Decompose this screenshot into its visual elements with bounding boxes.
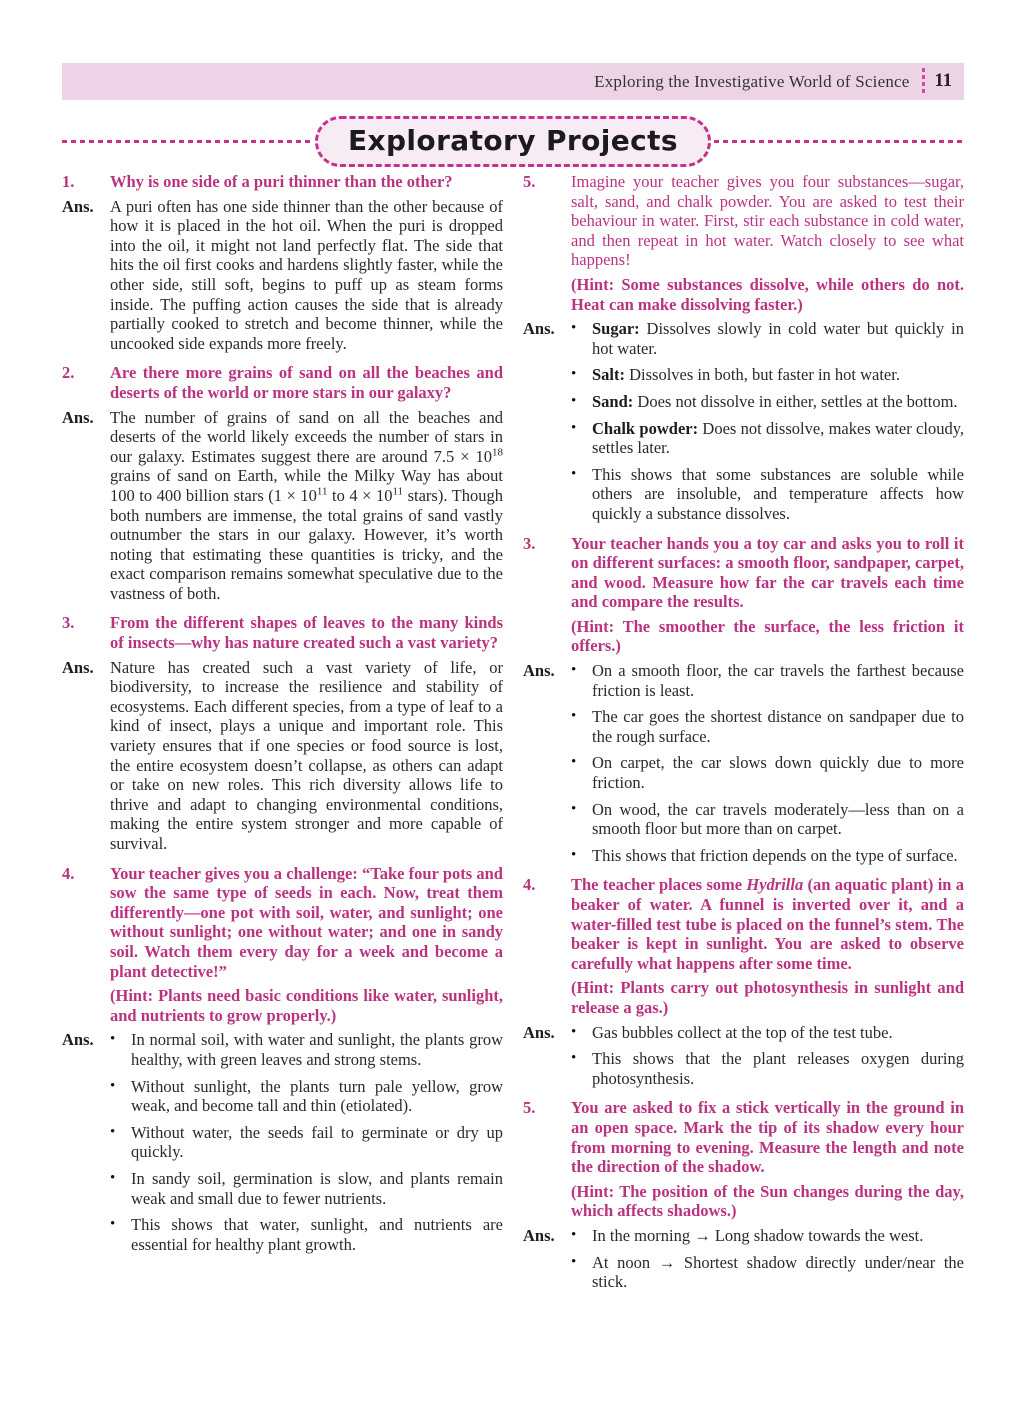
answer-label: Ans. (523, 661, 555, 681)
bullet-text: This shows that the plant releases oxygen during photosynthesis. (592, 1049, 964, 1088)
list-item (571, 661, 964, 700)
bullet-text: This shows that friction depends on the type of surface. (592, 845, 958, 865)
answer-label: Ans. (523, 1225, 555, 1245)
bullet-icon: • (571, 320, 577, 337)
question-text: Imagine your teacher gives you four substances—sugar, salt, sand, and chalk powder. You are asked to test their behaviour in water. First, stir each substance in cold water, and then repeat in hot water. Watch closely to see what happens! (571, 172, 964, 270)
question-text: Your teacher hands you a toy car and asks you to roll it on different surfaces: a smooth floor, sandpaper, carpet, and wood. Measure how far the car travels each time and compare the results. (571, 533, 964, 612)
hint-text: (Hint: The smoother the surface, the less friction it offers.) (571, 616, 964, 656)
question-number: 5. (523, 172, 536, 191)
answer-label: Ans. (62, 1030, 94, 1050)
bullet-body: Does not dissolve, makes water cloudy, settles later. (592, 418, 964, 458)
answer-bullets (571, 1226, 964, 1292)
qa-item-2 (62, 363, 503, 603)
qa-item-7 (523, 875, 964, 1088)
list-item (571, 419, 964, 458)
list-item (110, 1030, 503, 1069)
bullet-icon: • (110, 1077, 116, 1094)
answer-segment: grains of sand on Earth, while the Milky Way has about 100 to 400 billion stars (1 × 10 (110, 466, 503, 505)
bullet-icon: • (571, 1226, 577, 1243)
bullet-text: On a smooth floor, the car travels the farthest because friction is least. (592, 661, 964, 700)
bullet-text: Without water, the seeds fail to germinate or dry up quickly. (131, 1122, 503, 1162)
answer-label: Ans. (523, 319, 555, 339)
list-item (110, 1123, 503, 1162)
bullet-text (592, 319, 964, 358)
hint-text: (Hint: Some substances dissolve, while others do not. Heat can make dissolving faster.) (571, 274, 964, 314)
hint-text: (Hint: Plants carry out photosynthesis in sunlight and release a gas.) (571, 978, 964, 1017)
answer-bullets (571, 1023, 964, 1089)
qa-item-8 (523, 1098, 964, 1291)
list-item (110, 1215, 503, 1254)
hint-text: (Hint: Plants need basic conditions like water, sunlight, and nutrients to grow properly.) (110, 986, 503, 1025)
list-item (571, 1226, 964, 1246)
bullet-icon: • (571, 1253, 577, 1270)
bullet-text (592, 392, 964, 412)
answer-text (110, 408, 503, 604)
gutter-spacer (523, 1182, 571, 1221)
bullet-icon: • (110, 1169, 116, 1186)
question-number: 2. (62, 363, 75, 383)
qa-item-1 (62, 172, 503, 353)
left-column (62, 172, 503, 1302)
answer-segment: stars). Though both numbers are immense, the total grains of sand vastly outnumber the stars in our galaxy. However, it’s worth noting that estimating these quantities is tricky, and the exact comparison remains somewhat speculative due to the vastness of both. (110, 485, 504, 603)
bullet-icon: • (571, 1023, 577, 1040)
gutter-spacer (523, 275, 571, 314)
bullet-icon: • (571, 392, 577, 409)
question-text: Are there more grains of sand on all the beaches and deserts of the world or more stars in our galaxy? (110, 363, 503, 402)
answer-label: Ans. (62, 196, 94, 216)
gutter-spacer (62, 986, 110, 1025)
question-number: 4. (523, 875, 536, 895)
gutter-spacer (523, 978, 571, 1017)
bullet-text: This shows that water, sunlight, and nutrients are essential for healthy plant growth. (131, 1215, 503, 1254)
list-item (110, 1169, 503, 1208)
bullet-text: In the morning → Long shadow towards the west. (592, 1225, 924, 1245)
question-text: From the different shapes of leaves to the many kinds of insects—why has nature created such a vast variety? (110, 613, 503, 653)
bullet-text (592, 419, 964, 458)
page-number: 11 (934, 71, 952, 91)
question-number: 5. (523, 1098, 536, 1118)
answer-segment: to 4 × 10 (327, 485, 393, 505)
bullet-icon: • (571, 708, 577, 725)
bullet-icon: • (571, 846, 577, 863)
right-column (523, 172, 964, 1302)
answer-bullets (571, 319, 964, 523)
answer-label: Ans. (62, 657, 94, 677)
list-item (571, 319, 964, 358)
answer-label: Ans. (62, 407, 94, 427)
answer-bullets (110, 1030, 503, 1254)
bullet-body: Does not dissolve in either, settles at the bottom. (633, 391, 958, 411)
qa-item-6 (523, 534, 964, 866)
two-column-body (62, 172, 964, 1302)
question-number: 3. (523, 533, 536, 553)
bullet-icon: • (571, 662, 577, 679)
superscript: 11 (316, 485, 328, 498)
qa-item-4 (62, 864, 503, 1255)
bullet-lead: Sand: (592, 391, 634, 411)
answer-text: A puri often has one side thinner than the other because of how it is placed in the hot oil. When the puri is dropped into the oil, it might not land perfectly flat. The side that hits the oil first cooks and hardens slightly faster, while the other side, still soft, begins to puff up as steam forms inside. The puffing action causes the side that is already partially cooked to stretch and become thinner, while the uncooked side expands more freely. (110, 196, 503, 353)
list-item (571, 392, 964, 412)
bullet-text: This shows that some substances are soluble while others are insoluble, and temperature affects how quickly a substance dissolves. (592, 464, 964, 523)
question-number: 4. (62, 863, 75, 883)
bullet-icon: • (571, 754, 577, 771)
bullet-text: Without sunlight, the plants turn pale yellow, grow weak, and become tall and thin (etiolated). (131, 1076, 503, 1116)
bullet-body: Dissolves slowly in cold water but quickly in hot water. (592, 319, 964, 358)
dashed-line-left (62, 140, 312, 143)
list-item (571, 800, 964, 839)
answer-text: Nature has created such a vast variety of life, or biodiversity, to increase the resilience and stability of ecosystems. Each different species, from a type of leaf to a kind of insect, plays a unique and important role. This variety ensures that if one species or food source is lost, the entire ecosystem doesn’t collapse, as others can adapt or take on new roles. This rich diversity allows life to thrive and adapt to changing environmental conditions, making the entire system stronger and more capable of survival. (110, 657, 503, 853)
section-title: Exploratory Projects (348, 124, 678, 157)
bullet-lead: Sugar: (592, 319, 640, 339)
bullet-text: On carpet, the car slows down quickly due to more friction. (592, 753, 964, 793)
list-item (110, 1077, 503, 1116)
question-text (571, 875, 964, 973)
bullet-icon: • (571, 419, 577, 436)
superscript: 18 (492, 446, 503, 459)
answer-label: Ans. (523, 1022, 555, 1042)
superscript: 11 (392, 485, 404, 498)
gutter-spacer (523, 617, 571, 656)
list-item (571, 465, 964, 524)
bullet-icon: • (571, 366, 577, 383)
page-header (62, 63, 964, 100)
bullet-lead: Salt: (592, 365, 625, 385)
bullet-icon: • (571, 1050, 577, 1067)
question-text: Your teacher gives you a challenge: “Take four pots and sow the same type of seeds in each. Now, treat them differently—one pot with soil, water, and sunlight; one without sunlight; one without water; and one in sandy soil. Watch them every day for a week and become a plant detective!” (110, 863, 503, 981)
qa-item-3 (62, 613, 503, 853)
bullet-text: On wood, the car travels moderately—less than on a smooth floor but more than on carpet. (592, 799, 964, 839)
qa-item-5 (523, 172, 964, 524)
bullet-icon: • (571, 465, 577, 482)
bullet-text: In sandy soil, germination is slow, and plants remain weak and small due to fewer nutrients. (131, 1168, 503, 1208)
bullet-text (592, 365, 964, 385)
list-item (571, 365, 964, 385)
chapter-title: Exploring the Investigative World of Science (594, 71, 910, 91)
bullet-text: Gas bubbles collect at the top of the test tube. (592, 1022, 893, 1042)
bullet-icon: • (571, 800, 577, 817)
bullet-icon: • (110, 1216, 116, 1233)
species-name-italic: Hydrilla (746, 875, 804, 895)
list-item (571, 753, 964, 792)
bullet-icon: • (110, 1031, 116, 1048)
question-number: 3. (62, 613, 75, 633)
banner-box (315, 116, 711, 167)
bullet-text: At noon → Shortest shadow directly under/near the stick. (592, 1252, 964, 1292)
bullet-body: Dissolves in both, but faster in hot water. (625, 365, 900, 385)
hint-text: (Hint: The position of the Sun changes during the day, which affects shadows.) (571, 1181, 964, 1221)
question-segment: The teacher places some (571, 875, 747, 895)
bullet-text: The car goes the shortest distance on sandpaper due to the rough surface. (592, 707, 964, 746)
answer-bullets (571, 661, 964, 865)
bullet-lead: Chalk powder: (592, 418, 699, 438)
answer-segment: The number of grains of sand on all the beaches and deserts of the world likely exceeds the number of stars in our galaxy. Estimates suggest there are around 7.5 × 10 (110, 407, 503, 466)
list-item (571, 707, 964, 746)
section-banner (62, 116, 964, 167)
question-text: You are asked to fix a stick vertically in the ground in an open space. Mark the tip of its shadow every hour from morning to evening. Measure the length and note the direction of the shadow. (571, 1098, 964, 1177)
list-item (571, 1253, 964, 1292)
list-item (571, 1023, 964, 1043)
bullet-icon: • (110, 1123, 116, 1140)
list-item (571, 846, 964, 866)
question-number: 1. (62, 172, 75, 191)
header-divider (922, 68, 925, 96)
dashed-line-right (714, 140, 964, 143)
question-segment: (an aquatic plant) in a beaker of water. A funnel is inverted over it, and a water-filled test tube is placed on the funnel’s stem. The beaker is kept in sunlight. You are asked to observe carefully what happens after some time. (571, 875, 964, 973)
list-item (571, 1049, 964, 1088)
question-text: Why is one side of a puri thinner than the other? (110, 172, 453, 191)
bullet-text: In normal soil, with water and sunlight, the plants grow healthy, with green leaves and strong stems. (131, 1030, 503, 1069)
